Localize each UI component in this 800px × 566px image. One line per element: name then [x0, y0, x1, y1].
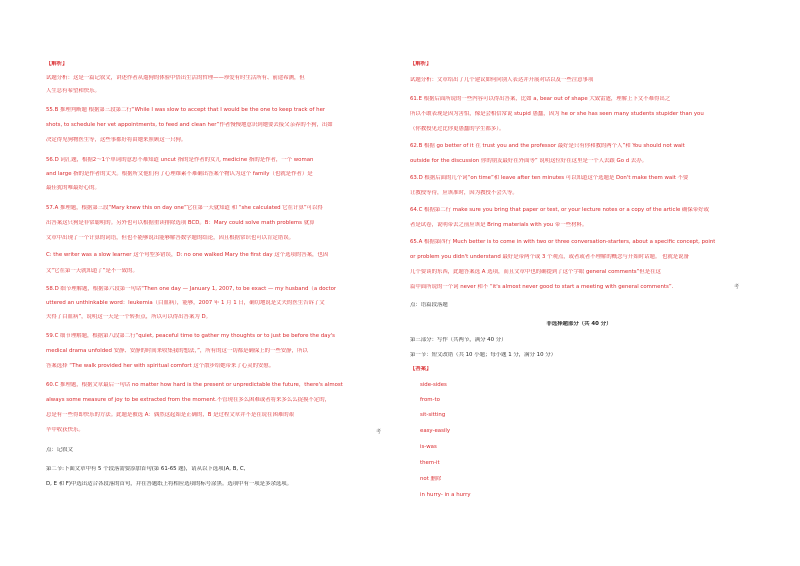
section-heading: 非选择题部分（共 40 分）: [546, 321, 612, 327]
text-line: 篇中面所说的一个词 never 和不 “it's almost never good to start a meeting with general comments”.: [410, 284, 674, 290]
text-line: 答案选择 “The walk provided her with spiritual comfort 这个散步给她带来了心灵的安慰。: [46, 363, 275, 369]
part3-title: 第三部分：写作（共两节，满分 40 分）: [410, 337, 507, 343]
analysis-label: 【解析】: [410, 61, 432, 67]
answer-item: sit-sitting: [420, 412, 446, 418]
text-line: 出答案这只狗是非常聪明的。另外也可以根据重读排除选项 BCD。B：Mary could solve math problems 就算: [46, 220, 315, 226]
text-line: or problem you didn't understand 最好是带两个或 3 个观点，或者或者不理解的概念与开始时话题。 也就是说备: [410, 254, 689, 260]
answer-item: them-it: [420, 460, 440, 466]
text-line: uttered an unthinkable word：leukemia（白血病），能够，2007 年 1 月 1 日，确切地说是丈夫的医生告诉了文: [46, 300, 325, 306]
part3-section1-title: 第一节：短文改错（共 10 小题；每小题 1 分，满分 10 分）: [410, 352, 557, 358]
text-line: 60.C 推理题，根据文章最后一句话 no matter how hard is the present or unpredictable the future，there's almost: [46, 382, 343, 388]
topic-point: 点：语篇段落题: [410, 302, 448, 308]
text-line: 61.E 根据后面所说的一些内容可以得出答案，比如 a, bear out of shape 大致雷霆，理解上下文不难得出之: [410, 96, 671, 102]
text-line: 59.C 细节理解题，根据第八段第二行“quiet, peaceful time to gather my thoughts or to just be before the day's: [46, 333, 335, 339]
answer-label: 【答案】: [410, 366, 432, 372]
text-line: 试题分析：这是一篇记叙文，讲述作者从遛狗的体验中悟出生活的哲理——珍爱有时生活所有、前途希测，但: [46, 75, 305, 81]
answer-item: not 删除: [420, 476, 442, 482]
text-line: 62.B 根据 go better of it 在 trust you and the professor 最好是只有你和教的两个人”和 You should not wait: [410, 143, 685, 149]
text-line: （你教授见过比你更愚蠢的学生都多）。: [410, 126, 505, 132]
text-line: 64.C 根据第二行 make sure you bring that paper or test, or your lecture notes or a copy of the article 确保带好或: [410, 207, 709, 213]
kao-marker: 考: [376, 429, 382, 435]
text-line: 辛中收获快乐。: [46, 427, 84, 433]
text-line: 55.B 推理判断题 根据第三段第二行“While I was slow to accept that I would be the one to keep track of her: [46, 107, 326, 113]
answer-item: easy-easily: [420, 428, 451, 434]
text-line: 夫得了白血病”，说明这一天是一个转折点，所以可以得出答案为 D。: [46, 314, 211, 320]
kao-marker: 考: [734, 284, 740, 290]
text-line: 总是有一些得即快乐的方法。此题是被选 A：偶然这起始是正确的，B 是过程文章并不是在说在困难的艰: [46, 412, 295, 418]
text-line: outside for the discussion 你的朋友最好在外面等” 说明这位好在这里是一个人去跟 Go d 去办。: [410, 158, 648, 164]
analysis-label: 【解析】: [46, 61, 68, 67]
text-line: 最佳犹的唯最好心的。: [46, 185, 100, 191]
text-line: 57.A 推理题，根据第三段“Mary knew this on day one”它在第一天就知道 和 “she calculated 它在计算”可以得: [46, 205, 323, 211]
text-line: 文“它在第一天就知道了”是不一致的。: [46, 268, 138, 274]
text-line: always some measure of joy to be extracted from the moment.不管现在多么困难或者将来多么么捉摸不定的，: [46, 397, 330, 403]
text-line: 63.D 根据后面的几个词“on time”和 leave after ten minutes 可以知道这个选题是 Don't make them wait 不要: [410, 175, 689, 181]
text-line: C: the writer was a slow learner 这个句型多错误，D: no one walked Mary the first day 这个选项的答案，也因: [46, 252, 329, 258]
text-line: 文章中出现了一个计算的词语，但也不能够说出能够解答数学题的结论，因且根据常识也可以肯定错误。: [46, 235, 294, 241]
text-line: 让教授等待，应该准时，因为教授不会久等。: [410, 190, 518, 196]
text-line: 人生总有希望和快乐。: [46, 88, 100, 94]
answer-item: from-to: [420, 397, 440, 403]
text-line: and large 指的是作者的丈夫。根据所文他们有了心理维素不难确出答案个物认为这个 family（也就是作者）是: [46, 171, 313, 177]
text-line: 65.A 根据第四行 Much better is to come in with two or three conversation-starters, about a specific concept, point: [410, 239, 716, 245]
section2-instruction-line: 第二节:下面文章中有 5 个段落需要添加首句(第 61-65 题)，请从以下选项(A, B, C,: [46, 466, 246, 472]
text-line: 决定得见狗物医生等，这些事都好将由她来照顾这一只狗。: [46, 137, 187, 143]
text-line: 者是试卷，说明带去之前应该是 Bring materials with you 带一些材料。: [410, 222, 588, 228]
text-line: shots, to schedule her vet appointments, to feed and clean her”作者慢慢地意识到她要去接父亲养的不狗，出如: [46, 122, 333, 128]
text-line: 58.D 细节理解题，根据第六段第一句话“Then one day — January 1, 2007, to be exact — my husband（a doctor: [46, 286, 337, 292]
text-line: 试题分析：文章给出了几个建议如何向别人表达并开展对话以及一些注意事项: [410, 77, 594, 83]
answer-item: side-sides: [420, 382, 447, 388]
text-line: 几个要谈的东西，此题答案选 A 选项，而且文章中也的确提到了这个字眼 general comments”但是在这: [410, 269, 661, 275]
topic-point: 点：记叙文: [46, 447, 73, 453]
answer-item: in hurry- in a hurry: [420, 492, 471, 498]
text-line: medical drama unfolded 安静、安静的时间来收集我的想法，”，所有的这一切都是确保上的一些安静，所以: [46, 348, 308, 354]
text-line: 所以不敢表现是因为害怕，像是会相信常说 stupid 愚蠢，因为 he or she has seen many students stupider than you: [410, 111, 704, 117]
section2-instruction-line: D, E 和 F)中选出适合各段落的首句，并在答题纸上将相应选项的标号涂黑。选项中有一项是多余选项。: [46, 481, 293, 487]
answer-item: is-was: [420, 444, 437, 450]
text-line: 56.D 词汇题，根据2～1个单词的意思不难知道 uncut 指的是作者的女儿 medicine 指的是作者，一个 woman: [46, 157, 314, 163]
